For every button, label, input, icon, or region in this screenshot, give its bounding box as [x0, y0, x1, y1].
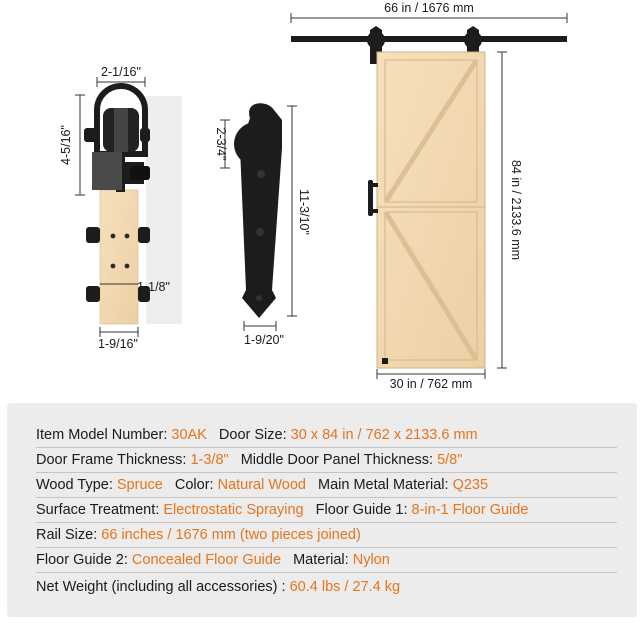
hanger-front-view [214, 103, 311, 347]
spec-row-rail [36, 523, 617, 548]
door-handle [368, 180, 373, 216]
frame-thickness-label: Door Frame Thickness: [36, 452, 187, 468]
color-value: Natural Wood [217, 477, 306, 493]
dim-rail-width: 66 in / 1676 mm [384, 1, 474, 15]
door-size-value: 30 x 84 in / 762 x 2133.6 mm [290, 427, 478, 443]
floor-guide-2-label: Floor Guide 2: [36, 552, 128, 568]
net-weight-value: 60.4 lbs / 27.4 kg [289, 579, 401, 595]
frame-thickness-value: 1-3/8" [190, 452, 229, 468]
track-rail [291, 36, 567, 42]
dim-roller-height: 4-5/16" [59, 125, 73, 165]
spec-row-floor-guide-2 [36, 548, 617, 573]
metal-value: Q235 [452, 477, 489, 493]
spec-panel [7, 403, 637, 617]
roller-side-view [59, 65, 182, 351]
panel-thickness-value: 5/8" [437, 452, 463, 468]
wood-type-label: Wood Type: [36, 477, 113, 493]
panel-thickness-label: Middle Door Panel Thickness: [240, 452, 434, 468]
spec-row-thickness [36, 448, 617, 473]
dim-door-width: 30 in / 762 mm [389, 377, 473, 391]
barn-door-assembly [291, 1, 567, 391]
dim-door-height: 84 in / 2133.6 mm [509, 159, 523, 261]
metal-label: Main Metal Material: [318, 477, 449, 493]
color-label: Color: [174, 477, 214, 493]
dim-frame-thickness: 1-1/8" [137, 280, 170, 294]
surface-value: Electrostatic Spraying [163, 502, 304, 518]
wood-type-value: Spruce [116, 477, 163, 493]
dim-hanger-length: 11-3/10" [297, 189, 311, 235]
floor-guide-2-value: Concealed Floor Guide [131, 552, 282, 568]
dim-hanger-wheel-height: 2-3/4" [214, 127, 228, 161]
spec-row-model-door-size [36, 423, 617, 448]
material-value: Nylon [352, 552, 390, 568]
model-value: 30AK [171, 427, 207, 443]
dim-hanger-width: 1-9/20" [244, 333, 284, 347]
floor-guide-1-value: 8-in-1 Floor Guide [411, 502, 529, 518]
spec-row-surface [36, 498, 617, 523]
rail-size-label: Rail Size: [36, 527, 98, 543]
door-size-label: Door Size: [218, 427, 287, 443]
spec-row-weight [36, 575, 617, 599]
rail-size-value: 66 inches / 1676 mm (two pieces joined) [101, 527, 361, 543]
door-edge-wood [100, 190, 138, 324]
model-label: Item Model Number: [36, 427, 168, 443]
door-slab [377, 52, 485, 368]
dim-roller-bottom-width: 1-9/16" [98, 337, 138, 351]
surface-label: Surface Treatment: [36, 502, 160, 518]
net-weight-label: Net Weight (including all accessories) : [36, 579, 286, 595]
spec-row-materials [36, 473, 617, 498]
dim-roller-top-width: 2-1/16" [101, 65, 141, 79]
material-label: Material: [293, 552, 349, 568]
floor-guide-1-label: Floor Guide 1: [315, 502, 408, 518]
